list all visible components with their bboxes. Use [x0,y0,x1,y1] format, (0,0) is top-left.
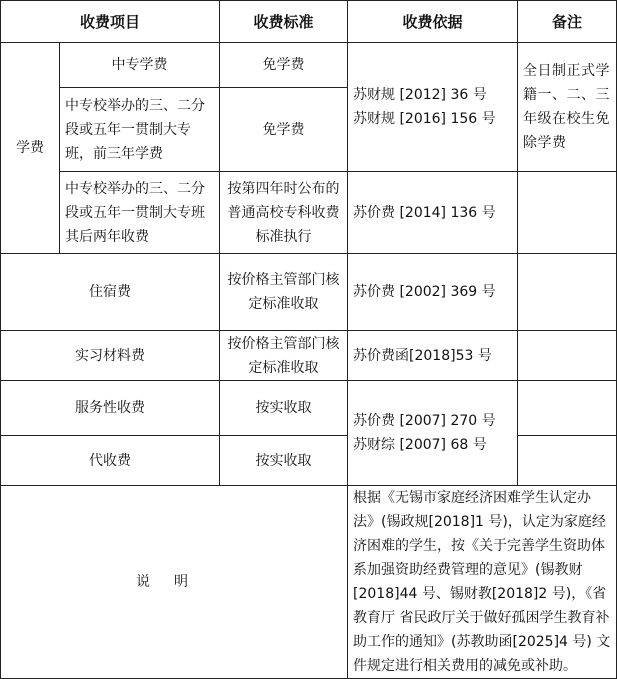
explanation-text: 根据《无锡市家庭经济困难学生认定办法》(锡政规[2018]1 号)，认定为家庭经济困难的学生，按《关于完善学生资助体系加强资助经费管理的意见》(锡教财[2018]44 号、锡财教[2018]2 号)，《省教育厅 省民政厅关于做好孤困学生教育补助工作的通知》(苏教助函[2025]4 号) 文件规定进行相关费用的减免或补助。 [348,486,617,679]
service-basis-line-1: 苏价费 [2007] 270 号 [353,413,496,429]
service-remark [518,381,617,436]
header-standard: 收费标准 [220,1,348,43]
lodging-item: 住宿费 [1,254,220,331]
tuition-basis [348,43,518,172]
agency-item: 代收费 [1,436,220,486]
tuition-label: 学费 [1,43,60,254]
lodging-basis: 苏价费 [2002] 369 号 [348,254,518,331]
service-basis-line-2: 苏财综 [2007] 68 号 [353,437,487,453]
lodging-standard: 按价格主管部门核定标准收取 [220,254,348,331]
tuition-item-3: 中专校举办的三、二分段或五年一贯制大专班其后两年收费 [60,172,220,254]
materials-standard: 按价格主管部门核定标准收取 [220,331,348,381]
lodging-remark [518,254,617,331]
tuition-item-2: 中专校举办的三、二分段或五年一贯制大专班，前三年学费 [60,88,220,172]
tuition-item-1: 中专学费 [60,43,220,88]
agency-remark [518,436,617,486]
tuition-remark-3 [518,172,617,254]
table-row [1,254,617,331]
explanation-label-text: 说明 [136,574,212,590]
tuition-standard-3: 按第四年时公布的普通高校专科收费标准执行 [220,172,348,254]
header-item: 收费项目 [1,1,220,43]
tuition-remark: 全日制正式学籍一、二、三年级在校生免除学费 [518,43,617,172]
table-row [1,331,617,381]
materials-item: 实习材料费 [1,331,220,381]
materials-remark [518,331,617,381]
service-standard: 按实收取 [220,381,348,436]
table-row [1,436,617,486]
table-row [1,172,617,254]
header-row [1,1,617,43]
tuition-standard-1: 免学费 [220,43,348,88]
table-row [1,43,617,88]
header-remark: 备注 [518,1,617,43]
materials-basis: 苏价费函[2018]53 号 [348,331,518,381]
header-basis: 收费依据 [348,1,518,43]
tuition-basis-3: 苏价费 [2014] 136 号 [348,172,518,254]
explanation-label [1,486,348,679]
tuition-basis-line-2: 苏财规 [2016] 156 号 [353,111,496,127]
service-item: 服务性收费 [1,381,220,436]
tuition-standard-2: 免学费 [220,88,348,172]
table-row [1,381,617,436]
tuition-basis-line-1: 苏财规 [2012] 36 号 [353,87,487,103]
service-basis [348,381,518,486]
agency-standard: 按实收取 [220,436,348,486]
table-row [1,486,617,679]
